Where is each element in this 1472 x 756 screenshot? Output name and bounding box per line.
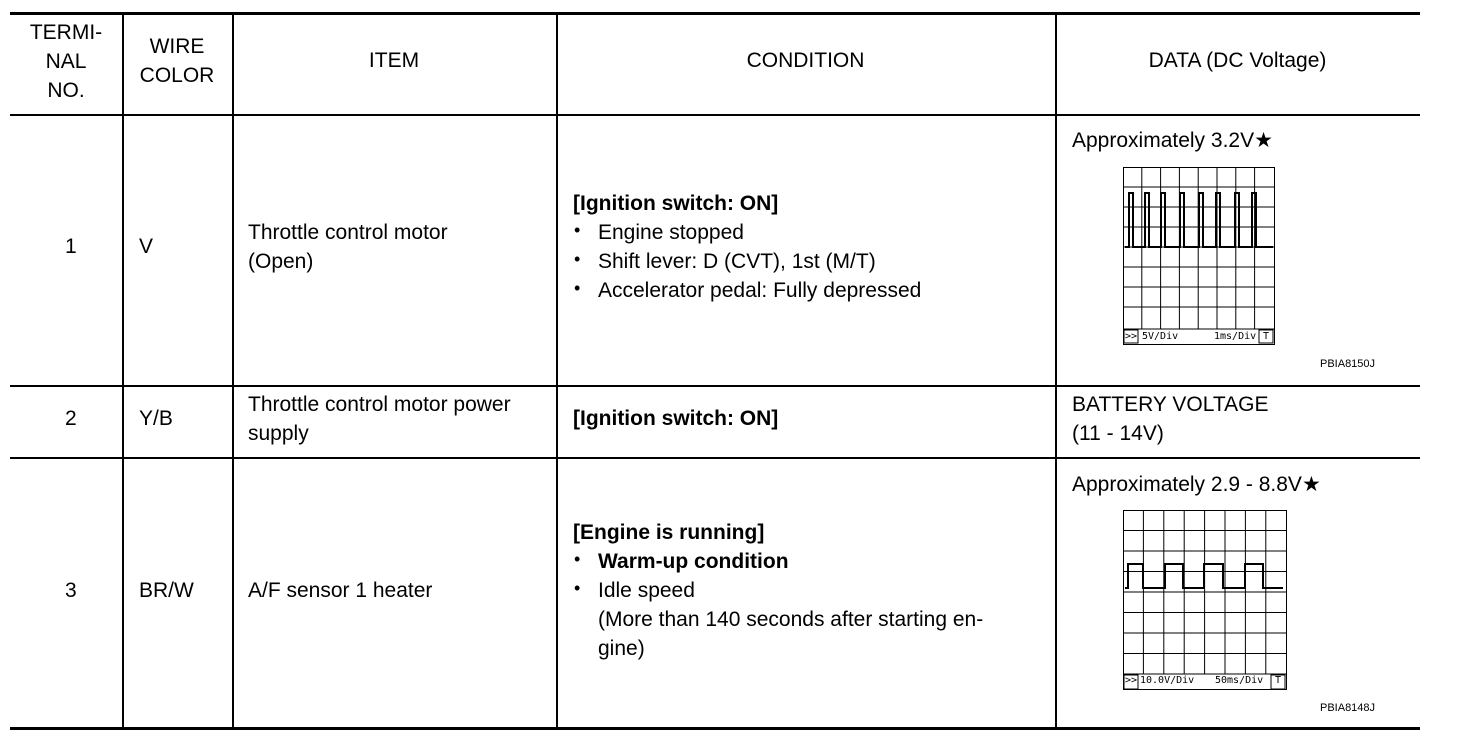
- scope1-volt-div: 5V/Div: [1142, 331, 1179, 342]
- header-wire-line: COLOR: [139, 64, 215, 87]
- bullet-dot: •: [574, 278, 581, 298]
- scope2-marker: >>: [1125, 675, 1138, 686]
- row1-terminal: 1: [65, 235, 77, 258]
- row1-condition-title: [Ignition switch: ON]: [573, 192, 779, 215]
- row2-data-line: BATTERY VOLTAGE: [1072, 393, 1269, 416]
- row1-item-line: Throttle control motor: [248, 221, 448, 244]
- bullet-dot: •: [574, 578, 581, 598]
- header-item: ITEM: [368, 49, 420, 72]
- row-rule-2: [10, 457, 1420, 459]
- figure-id-1: PBIA8150J: [1320, 358, 1376, 370]
- star-icon: ★: [1254, 129, 1273, 152]
- row2-item: [248, 390, 511, 448]
- scope2-trigger: T: [1275, 675, 1282, 686]
- row1-item: [248, 218, 448, 276]
- row3-condition-title: [Engine is running]: [573, 521, 765, 544]
- row2-item-line: Throttle control motor power: [248, 393, 511, 416]
- terminal-table: [10, 12, 1420, 730]
- header-data: DATA (DC Voltage): [1148, 49, 1327, 72]
- bullet-dot: •: [574, 549, 581, 569]
- row3-wire-color: BR/W: [139, 579, 194, 602]
- header-terminal: [10, 18, 122, 105]
- table-top-rule: [10, 12, 1420, 15]
- oscilloscope-waveform-2: [1123, 510, 1287, 690]
- header-terminal-line: NO.: [47, 79, 85, 102]
- header-terminal-line: TERMI-: [29, 21, 103, 44]
- figure-id-2: PBIA8148J: [1320, 702, 1376, 714]
- scope1-trigger: T: [1263, 331, 1270, 342]
- row3-data-text: [1072, 470, 1321, 499]
- col-rule-4: [1055, 14, 1057, 728]
- row1-item-line: (Open): [248, 250, 314, 273]
- col-rule-2: [232, 14, 234, 728]
- row2-terminal: 2: [65, 407, 77, 430]
- row2-data-line: (11 - 14V): [1072, 422, 1164, 445]
- header-terminal-line: NAL: [45, 50, 87, 73]
- row3-data-value: Approximately 2.9 - 8.8V: [1072, 473, 1302, 496]
- row2-wire-color: Y/B: [139, 407, 173, 430]
- header-condition: CONDITION: [746, 49, 865, 72]
- scope2-volt-div: 10.0V/Div: [1140, 675, 1195, 686]
- row3-bullet: Warm-up condition: [598, 550, 789, 573]
- scope2-time-div: 50ms/Div: [1215, 675, 1264, 686]
- table-bottom-rule: [10, 727, 1420, 730]
- oscilloscope-waveform-1: [1123, 167, 1275, 345]
- row3-bullet-sub: (More than 140 seconds after starting en-: [598, 608, 984, 631]
- row1-wire-color: V: [139, 235, 154, 258]
- row-rule-1: [10, 385, 1420, 387]
- row1-bullet: Shift lever: D (CVT), 1st (M/T): [598, 250, 876, 273]
- star-icon: ★: [1301, 473, 1321, 496]
- row2-condition-title: [Ignition switch: ON]: [573, 407, 779, 430]
- header-wire-line: WIRE: [149, 35, 205, 58]
- row3-bullet-sub: gine): [598, 637, 645, 660]
- row3-item: A/F sensor 1 heater: [248, 579, 433, 602]
- row3-bullet: Idle speed: [598, 579, 695, 602]
- header-wire-color: [122, 32, 232, 90]
- col-rule-3: [556, 14, 558, 728]
- scope1-time-div: 1ms/Div: [1214, 331, 1257, 342]
- row1-data-text: [1072, 126, 1273, 155]
- row2-data-text: [1072, 390, 1268, 448]
- row1-bullet: Accelerator pedal: Fully depressed: [598, 279, 922, 302]
- bullet-dot: •: [574, 249, 581, 269]
- row1-data-value: Approximately 3.2V: [1072, 129, 1255, 152]
- header-rule: [10, 114, 1420, 116]
- row3-terminal: 3: [65, 579, 77, 602]
- scope1-marker: >>: [1125, 331, 1138, 342]
- col-rule-1: [122, 14, 124, 728]
- row1-bullet: Engine stopped: [598, 221, 744, 244]
- row2-item-line: supply: [248, 422, 309, 445]
- bullet-dot: •: [574, 220, 581, 240]
